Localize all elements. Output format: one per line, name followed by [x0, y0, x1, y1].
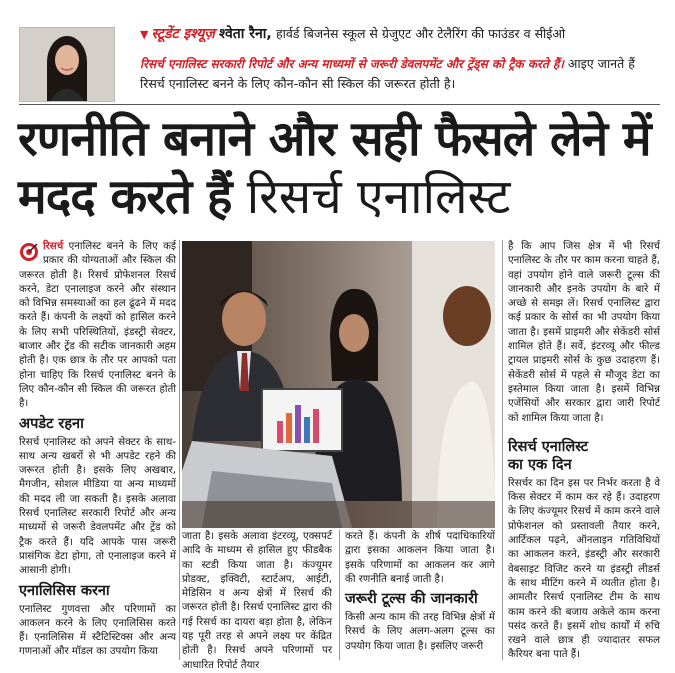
teaser-text: आइए जानते हैं रिसर्च एनालिस्ट बनने के लिए कौन-कौन सी स्किल की जरूरत होती है।: [140, 56, 635, 91]
column-divider: [179, 240, 180, 660]
column-divider: [339, 530, 340, 660]
lead-word: रिसर्च: [43, 241, 64, 252]
subheading-tools: जरूरी टूल्स की जानकारी: [345, 591, 478, 608]
article-column-2a: [182, 530, 332, 673]
section-tag: स्टूडेंट इश्यूज़: [151, 26, 215, 42]
col1-paragraph-3: एनालिस्ट गुणवत्ता और परिणामों का आकलन करने के लिए एनालिसिस करते हैं। एनालिसिस में स्टैटिस्टिक्स और अन्य गणनाओं और मॉडल का उपयोग किया: [19, 603, 176, 658]
col1-paragraph-1: एनालिस्ट बनने के लिए कई प्रकार की योग्यताओं और स्किल की जरूरत होती है। रिसर्च प्रोफेशनल रिसर्च करने, डेटा एनालाइज करने और संस्थान को विभिन्न समस्याओं का हल ढूंढने में मदद करते हैं। कंपनी के लक्ष्यों को हासिल करने के लिए सभी परिस्थितियों, इंडस्ट्री सेक्टर, बाजार और ट्रेंड की सटीक जानकारी अहम होती है। एक छात्र के तौर पर आपको पता होना चाहिए कि रिसर्च एनालिस्ट बनने के लिए कौन-कौन सी स्किल की जरूरत होती है।: [19, 241, 176, 410]
col3-paragraph-2: रिसर्चर का दिन इस पर निर्भर करता है वे किस सेक्टर में काम कर रहे हैं। उदाहरण के लिए कंज्यूमर रिसर्च में काम करने वाले प्रोफेशनल को प्रस्तावली तैयार करने, आर्टिकल पढ़ने, ऑनलाइन गतिविधियों का आकलन करने, इंडस्ट्री और सरकारी वेबसाइट विजिट करने या इंडस्ट्री लीडर्स के साथ मीटिंग करने में व्यतीत होता है। आमतौर रिसर्च एनालिस्ट टीम के साथ काम करने की बजाय अकेले काम करना पसंद करते हैं। इसमें शोध कार्यों में रुचि रखने वाले छात्र ही ज्यादातर सफल कैरियर बना पाते हैं।: [508, 477, 660, 661]
subheading-a-day-line1: रिसर्च एनालिस्ट: [508, 438, 589, 455]
triangle-marker-icon: ▼: [140, 28, 149, 41]
col2b-paragraph-2: किसी अन्य काम की तरह विभिन्न क्षेत्रों में रिसर्च के लिए अलग-अलग टूल्स का उपयोग किया जाता है। इसलिए जरूरी: [345, 612, 495, 652]
teaser-highlight: रिसर्च एनालिस्ट सरकारी रिपोर्ट और अन्य माध्यमों से जरूरी डेवलपमेंट और ट्रेंड्स को ट्रैक करते हैं।: [140, 57, 564, 71]
author-description: हार्वर्ड बिजनेस स्कूल से ग्रेजुएट और टेलैरिंग की फाउंडर व सीईओ: [275, 26, 566, 41]
subheading-a-day-line2: का एक दिन: [508, 456, 572, 473]
col2b-paragraph-1: करते हैं। कंपनी के शीर्ष पदाधिकारियों द्वारा इसका आकलन किया जाता है। इसके परिणामों का आकलन कर आगे की रणनीति बनाई जाती है।: [345, 531, 495, 585]
headline-line2-light: रिसर्च एनालिस्ट: [246, 169, 511, 225]
author-photo: [19, 27, 115, 102]
subheading-a-day: [508, 438, 660, 474]
article-column-1: [19, 240, 176, 660]
col3-paragraph-1: है कि आप जिस क्षेत्र में भी रिसर्च एनालिस्ट के तौर पर काम करना चाहते हैं, वहां उपयोग होने वाले जरूरी टूल्स की जानकारी और इनके उपयोग के बारे में अच्छे से समझ लें। रिसर्च एनालिस्ट द्वारा कई प्रकार के सोर्स का भी उपयोग किया जाता है। इसमें प्राइमरी और सेकेंडरी सोर्स शामिल होते हैं। सर्वे, इंटरव्यू और फील्ड ट्रायल प्राइमरी सोर्स के कुछ उदाहरण हैं। सेकेंडरी सोर्स में पहले से मौजूद डेटा का इस्तेमाल किया जाता है। इसमें विभिन्न एजेंसियों और सरकार द्वारा जारी रिपोर्ट को शामिल किया जाता है।: [508, 241, 660, 424]
headline-line2-bold: मदद करते हैं: [18, 169, 232, 225]
subheading-analysis: एनालिसिस करना: [19, 582, 110, 599]
header-teaser: [140, 54, 660, 94]
headline-line2: [18, 168, 668, 226]
target-icon: [19, 242, 39, 262]
author-name: श्वेता रैना,: [219, 26, 272, 42]
headline: [18, 110, 668, 226]
col1-paragraph-2: रिसर्च एनालिस्ट को अपने सेक्टर के साथ-साथ अन्य खबरों से भी अपडेट रहने की जरूरत होती है। इसके लिए अखबार, मैगजीन, सोशल मीडिया या अन्य माध्यमों की मदद ली जा सकती है। इसके अलावा रिसर्च एनालिस्ट सरकारी रिपोर्ट और अन्य माध्यमों से जरूरी डेवलपमेंट और ट्रेंड को ट्रैक करते हैं। यदि आपके पास जरूरी प्रासंगिक डेटा होगा, तो एनालाइज करने में आसानी होगी।: [19, 436, 176, 577]
header-divider: [19, 104, 660, 105]
header-byline: [140, 24, 565, 43]
headline-line1: रणनीति बनाने और सही फैसले लेने में: [18, 111, 651, 167]
subheading-update: अपडेट रहना: [19, 415, 84, 432]
col2a-paragraph-1: जाता है। इसके अलावा इंटरव्यू, एक्सपर्ट आदि के माध्यम से हासिल हुए फीडबैक का स्टडी किया जाता है। कंज्यूमर प्रोडक्ट, इक्विटी, स्टार्टअप, आईटी, मेडिसिन व अन्य क्षेत्रों में रिसर्च की जरूरत होती है। रिसर्च एनालिस्ट द्वारा की गई रिसर्च का दायरा बड़ा होता है, लेकिन यह पूरी तरह से अपने लक्ष्य पर केंद्रित होती है। रिसर्च अपने परिणामों पर आधारित रिपोर्ट तैयार: [182, 531, 332, 671]
article-photo: [182, 241, 495, 528]
column-divider: [502, 240, 503, 660]
article-column-3: [508, 240, 660, 663]
article-column-2b: [345, 530, 495, 654]
